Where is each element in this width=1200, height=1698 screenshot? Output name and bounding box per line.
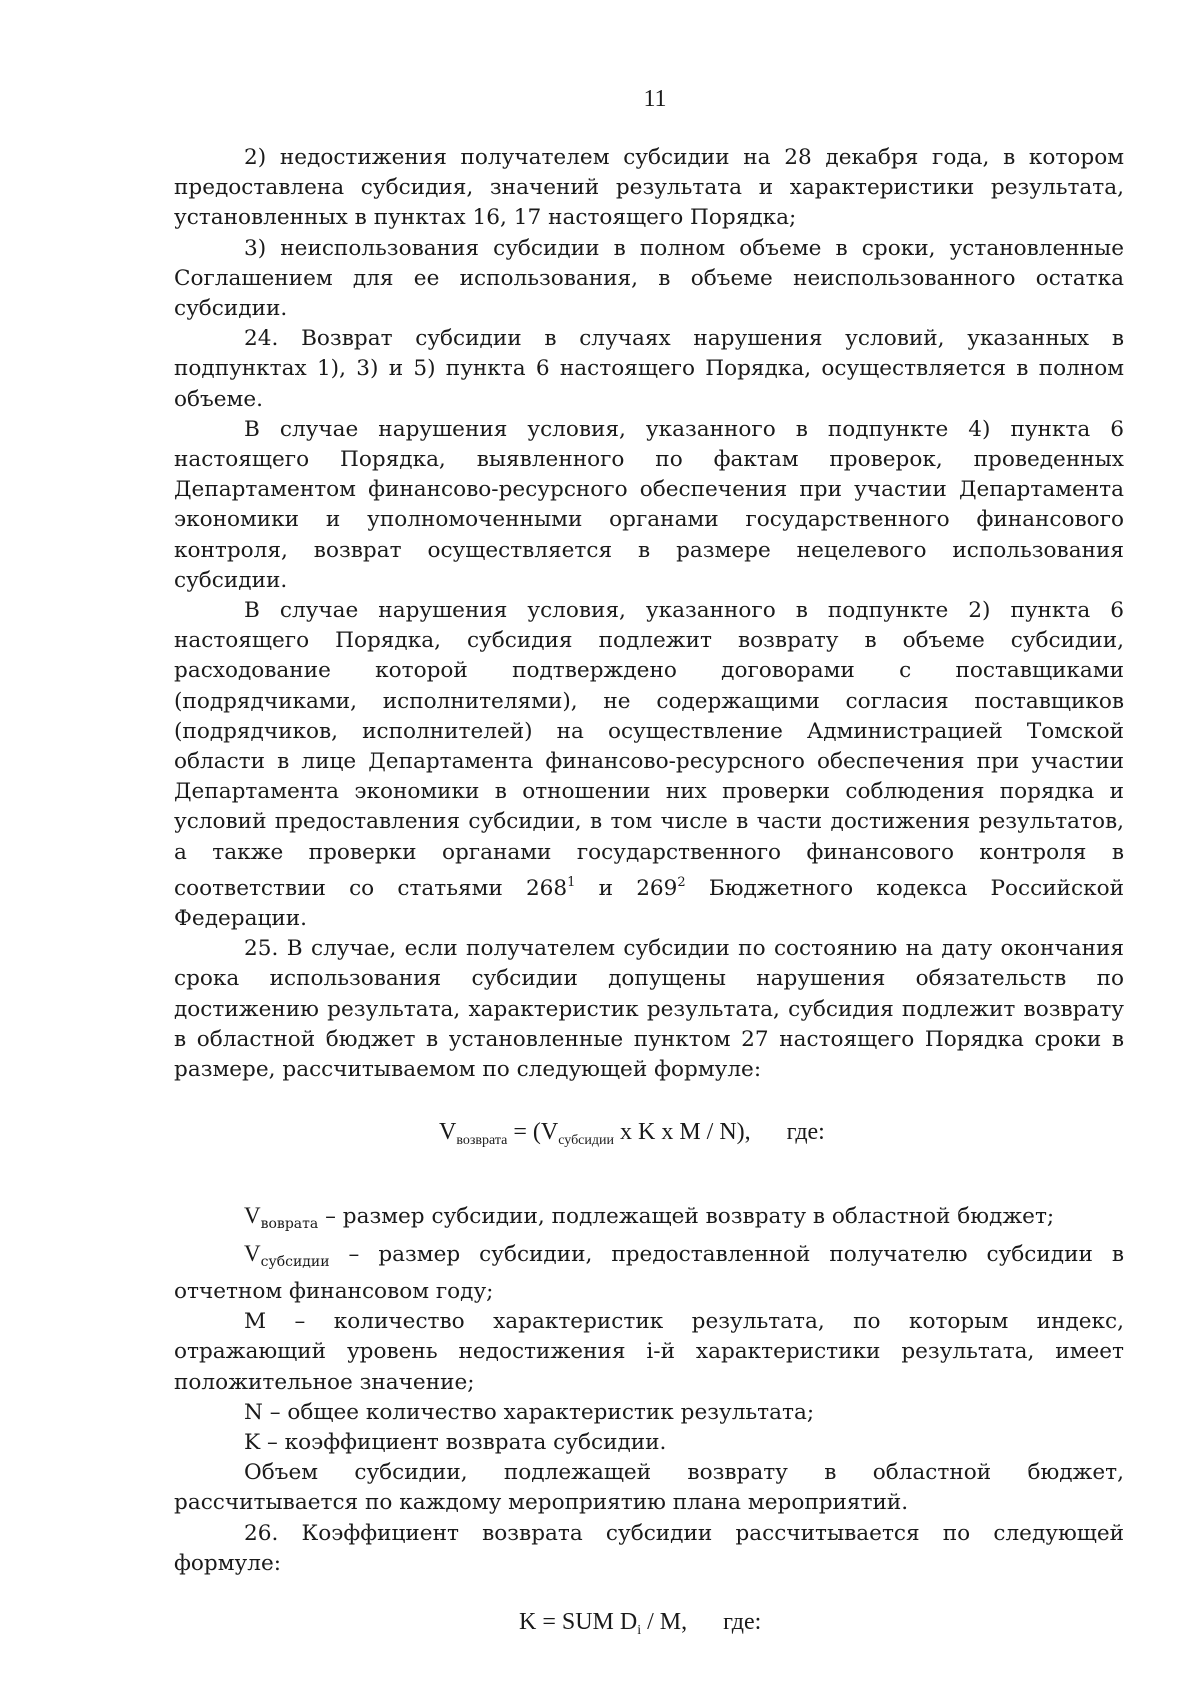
definition-v-subsidy: $V_{субсидии}$ – размер субсидии, предоставленной получателю субсидии в отчетном финансовом году;	[174, 1240, 1124, 1304]
definition-m: M – количество характеристик результата, по которым индекс, отражающий уровень недостижения i-й характеристики результата, имеет положительное значение;	[174, 1309, 1124, 1395]
definition-k: K – коэффициент возврата субсидии.	[244, 1429, 667, 1455]
definition-n: N – общее количество характеристик результата;	[244, 1399, 815, 1425]
paragraph-violation-4: В случае нарушения условия, указанного в подпункте 4) пункта 6 настоящего Порядка, выявленного по фактам проверок, проведенных Департаментом финансово-ресурсного обеспечения при участии Департамента экономики и уполномоченными органами государственного финансового контроля, возврат осуществляется в размере нецелевого использования субсидии.	[174, 416, 1124, 593]
formula-return-volume: $V_{возврата} = (V_{субсидии}$ x K x M / N), где:	[439, 1119, 825, 1149]
paragraph-volume-per-event: Объем субсидии, подлежащей возврату в областной бюджет, рассчитывается по каждому мероприятию плана мероприятий.	[174, 1460, 1124, 1516]
paragraph-26: 26. Коэффициент возврата субсидии рассчитывается по следующей формуле:	[174, 1520, 1124, 1576]
footnote-sup-1: 1	[567, 874, 576, 890]
paragraph-clause-2: 2) недостижения получателем субсидии на 28 декабря года, в котором предоставлена субсидия, значений результата и характеристики результата, установленных в пунктах 16, 17 настоящего Порядка;	[174, 145, 1124, 231]
definition-v-return: $V_{воврата}$ – размер субсидии, подлежащей возврату в областной бюджет;	[244, 1202, 1055, 1232]
page-number: 11	[643, 86, 667, 112]
paragraph-24: 24. Возврат субсидии в случаях нарушения условий, указанных в подпунктах 1), 3) и 5) пункта 6 настоящего Порядка, осуществляется в полном объеме.	[174, 326, 1124, 412]
paragraph-violation-2: В случае нарушения условия, указанного в подпункте 2) пункта 6 настоящего Порядка, субсидия подлежит возврату в объеме субсидии, расходование которой подтверждено договорами с поставщиками (подрядчиками, исполнителями), не содержащими согласия поставщиков (подрядчиков, исполнителей) на осуществление Администрацией Томской области в лице Департамента финансово-ресурсного обеспечения при участии Департамента экономики в отношении них проверки соблюдения порядка и условий предоставления субсидии, в том числе в части достижения результатов, а также проверки органами государственного финансового контроля в соответствии со статьями $268^1$ и $269^2$ Бюджетного кодекса Российской Федерации.	[174, 598, 1125, 932]
paragraph-25: 25. В случае, если получателем субсидии по состоянию на дату окончания срока использования субсидии допущены нарушения обязательств по достижению результата, характеристик результата, субсидия подлежит возврату в областной бюджет в установленные пунктом 27 настоящего Порядка сроки в размере, рассчитываемом по следующей формуле:	[174, 936, 1124, 1083]
formula-coefficient: K = SUM $D_i$ / M, где:	[519, 1608, 762, 1638]
document-body	[174, 143, 1124, 1646]
footnote-sup-2: 2	[677, 874, 686, 890]
paragraph-clause-3: 3) неиспользования субсидии в полном объеме в сроки, установленные Соглашением для ее использования, в объеме неиспользованного остатка субсидии.	[174, 235, 1124, 322]
